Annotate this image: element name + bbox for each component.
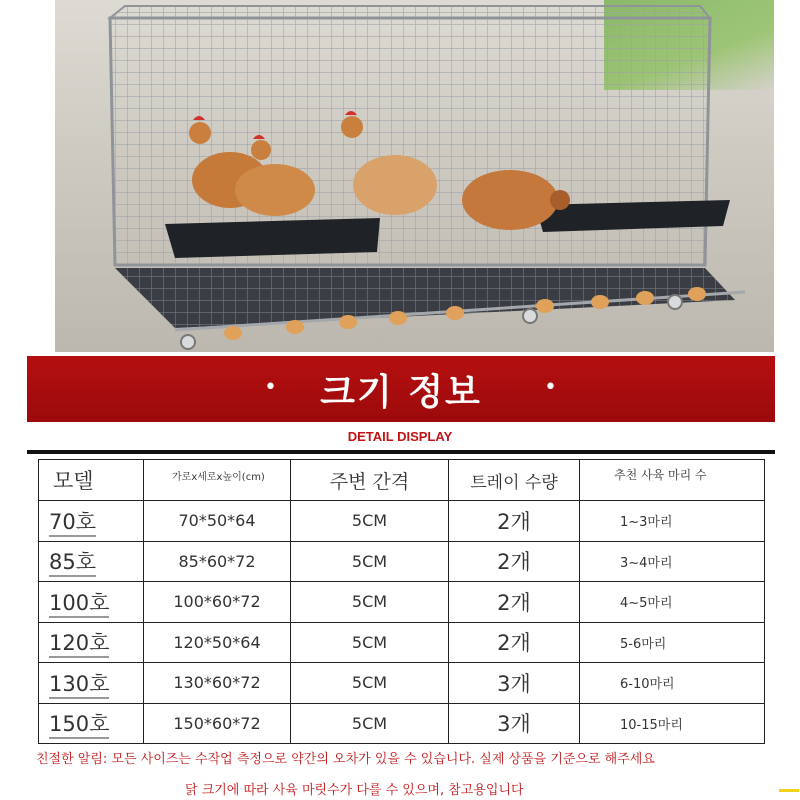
notice-line-2: 닭 크기에 따라 사육 마릿수가 다를 수 있으며, 참고용입니다 (185, 783, 524, 798)
bullet-left: • (264, 375, 277, 400)
cell-count: 4~5마리 (580, 582, 765, 623)
corner-accent-mark (779, 789, 799, 792)
size-spec-table (38, 459, 765, 744)
header-model: 모델 (39, 460, 144, 501)
cell-model: 120호 (39, 622, 144, 663)
cell-dimensions: 70*50*64 (144, 501, 291, 542)
cell-dimensions: 100*60*72 (144, 582, 291, 623)
cell-gap: 5CM (291, 501, 449, 542)
table-row (39, 663, 765, 704)
banner-title: 크기 정보 (320, 371, 482, 413)
cell-model: 85호 (39, 541, 144, 582)
table-row (39, 501, 765, 542)
table-row (39, 582, 765, 623)
header-dimensions: 가로x세로x높이(cm) (144, 460, 291, 501)
product-photo (55, 0, 774, 352)
cell-model: 100호 (39, 582, 144, 623)
cell-tray: 3개 (449, 703, 580, 744)
divider (27, 450, 775, 454)
cell-tray: 2개 (449, 582, 580, 623)
chicken-cage-illustration (55, 0, 774, 352)
notice-line-1: 친절한 알림: 모든 사이즈는 수작업 측정으로 약간의 오차가 있을 수 있습니다. 실제 상품을 기준으로 해주세요 (36, 752, 655, 767)
detail-display-label: DETAIL DISPLAY (347, 429, 453, 444)
header-gap: 주변 간격 (291, 460, 449, 501)
cell-count: 1~3마리 (580, 501, 765, 542)
cell-count: 6-10마리 (580, 663, 765, 704)
cell-count: 10-15마리 (580, 703, 765, 744)
cell-tray: 2개 (449, 541, 580, 582)
cell-model: 130호 (39, 663, 144, 704)
cell-gap: 5CM (291, 622, 449, 663)
cell-tray: 2개 (449, 501, 580, 542)
table-header-row (39, 460, 765, 501)
cell-tray: 2개 (449, 622, 580, 663)
cell-model: 150호 (39, 703, 144, 744)
header-recommended-count: 추천 사육 마리 수 (580, 460, 765, 501)
cell-dimensions: 150*60*72 (144, 703, 291, 744)
cell-dimensions: 85*60*72 (144, 541, 291, 582)
table-row (39, 622, 765, 663)
cell-dimensions: 120*50*64 (144, 622, 291, 663)
table-row (39, 541, 765, 582)
bullet-right: • (544, 375, 557, 400)
cell-gap: 5CM (291, 541, 449, 582)
cell-tray: 3개 (449, 663, 580, 704)
table-row (39, 703, 765, 744)
size-info-banner (27, 356, 775, 422)
cell-count: 3~4마리 (580, 541, 765, 582)
cell-gap: 5CM (291, 582, 449, 623)
cell-model: 70호 (39, 501, 144, 542)
cell-gap: 5CM (291, 663, 449, 704)
cell-count: 5-6마리 (580, 622, 765, 663)
cell-gap: 5CM (291, 703, 449, 744)
header-tray-count: 트레이 수량 (449, 460, 580, 501)
cell-dimensions: 130*60*72 (144, 663, 291, 704)
